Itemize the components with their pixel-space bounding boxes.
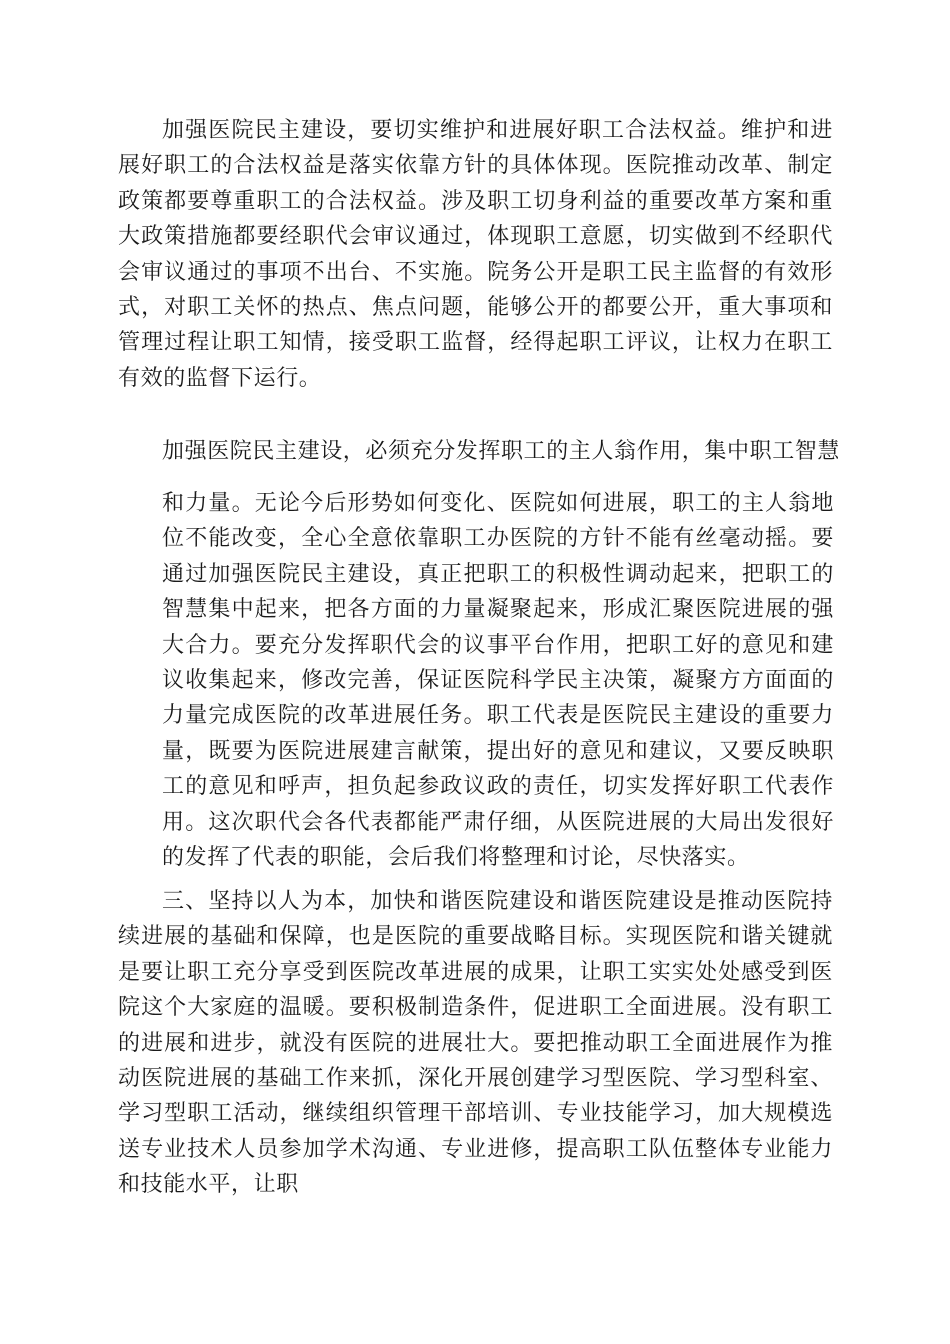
paragraph-worker-role-heading-line: 加强医院民主建设，必须充分发挥职工的主人翁作用，集中职工智慧 — [162, 439, 841, 464]
paragraph-worker-role-continuation: 和力量。无论今后形势如何变化、医院如何进展，职工的主人翁地位不能改变，全心全意依靠职工办医院的方针不能有丝毫动摇。要通过加强医院民主建设，真正把职工的积极性调动起来，把职工的智慧集中起来，把各方面的力量凝聚起来，形成汇聚医院进展的强大合力。要充分发挥职代会的议事平台作用，把职工好的意见和建议收集起来，修改完善，保证医院科学民主决策，凝聚方方面面的力量完成医院的改革进展任务。职工代表是医院民主建设的重要力量，既要为医院进展建言献策，提出好的意见和建议，又要反映职工的意见和呼声，担负起参政议政的责任，切实发挥好职工代表作用。这次职代会各代表都能严肃仔细，从医院进展的大局出发很好的发挥了代表的职能，会后我们将整理和讨论，尽快落实。 — [162, 491, 834, 871]
paragraph-harmonious-hospital: 三、坚持以人为本，加快和谐医院建设和谐医院建设是推动医院持续进展的基础和保障，也是医院的重要战略目标。实现医院和谐关键就是要让职工充分享受到医院改革进展的成果，让职工实实处处感受到医院这个大家庭的温暖。要积极制造条件，促进职工全面进展。没有职工的进展和进步，就没有医院的进展壮大。要把推动职工全面进展作为推动医院进展的基础工作来抓，深化开展创建学习型医院、学习型科室、学习型职工活动，继续组织管理干部培训、专业技能学习，加大规模选送专业技术人员参加学术沟通、专业进修，提高职工队伍整体专业能力和技能水平，让职 — [118, 889, 833, 1198]
paragraph-worker-rights: 加强医院民主建设，要切实维护和进展好职工合法权益。维护和进展好职工的合法权益是落实依靠方针的具体体现。医院推动改革、制定政策都要尊重职工的合法权益。涉及职工切身利益的重要改革方案和重大政策措施都要经职代会审议通过，体现职工意愿，切实做到不经职代会审议通过的事项不出台、不实施。院务公开是职工民主监督的有效形式，对职工关怀的热点、焦点问题，能够公开的都要公开，重大事项和管理过程让职工知情，接受职工监督，经得起职工评议，让权力在职工有效的监督下运行。 — [118, 118, 833, 391]
